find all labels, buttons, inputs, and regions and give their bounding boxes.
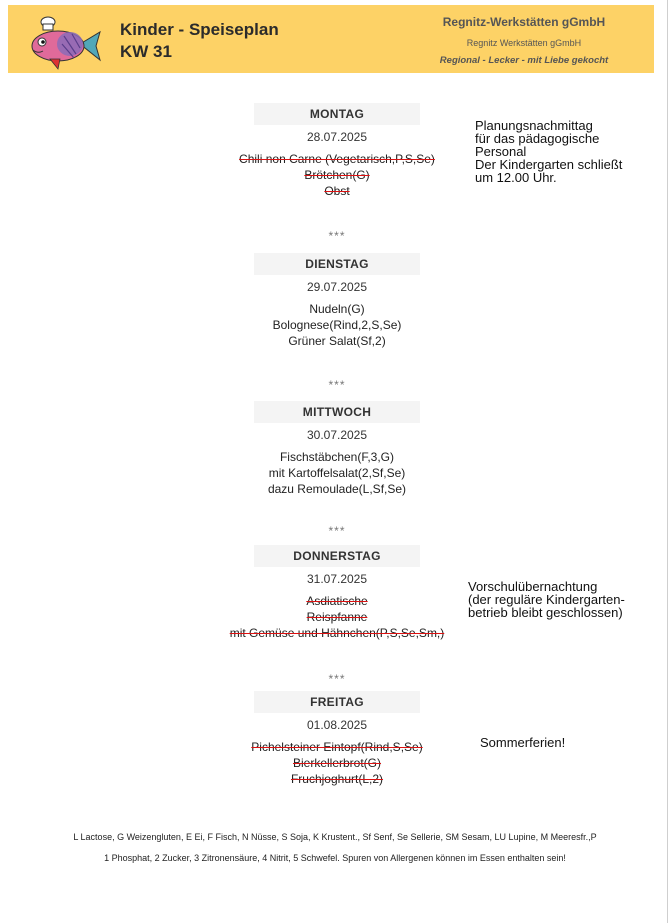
note-line: Sommerferien! bbox=[480, 735, 566, 750]
meal-list bbox=[212, 449, 462, 497]
note-line: (der reguläre Kindergarten- bbox=[468, 592, 625, 607]
meal-list bbox=[212, 593, 462, 641]
note-thursday bbox=[468, 580, 625, 619]
page-edge bbox=[667, 0, 668, 923]
note-line: Planungsnachmittag bbox=[475, 118, 593, 133]
meal-item: Grüner Salat(Sf,2) bbox=[288, 334, 386, 348]
note-monday bbox=[475, 119, 622, 184]
note-line: Der Kindergarten schließt bbox=[475, 157, 623, 172]
title-line-1: Kinder - Speiseplan bbox=[120, 20, 279, 39]
meal-item: Obst bbox=[324, 184, 350, 198]
meal-item: Brötchen(G) bbox=[304, 168, 370, 182]
day-friday bbox=[212, 691, 462, 787]
meal-item: Nudeln(G) bbox=[309, 302, 365, 316]
organization-block bbox=[424, 14, 624, 68]
meal-list bbox=[212, 301, 462, 349]
day-date: 30.07.2025 bbox=[306, 428, 368, 442]
day-name: MONTAG bbox=[254, 103, 420, 125]
meal-item: Bierkellerbrot(G) bbox=[292, 756, 382, 770]
day-separator: *** bbox=[328, 229, 346, 243]
allergen-legend: L Lactose, G Weizengluten, E Ei, F Fisch, N Nüsse, S Soja, K Krustent., Sf Senf, Se Sellerie, SM Sesam, LU Lupine, M Meeresfr.,P bbox=[73, 832, 597, 842]
day-wednesday bbox=[212, 401, 462, 497]
day-tuesday bbox=[212, 253, 462, 349]
org-subtitle: Regnitz Werkstätten gGmbH bbox=[466, 38, 582, 48]
day-date: 31.07.2025 bbox=[306, 572, 368, 586]
org-name: Regnitz-Werkstätten gGmbH bbox=[442, 15, 606, 29]
day-name: FREITAG bbox=[254, 691, 420, 713]
meal-item: Bolognese(Rind,2,S,Se) bbox=[272, 318, 402, 332]
additive-legend: 1 Phosphat, 2 Zucker, 3 Zitronensäure, 4 Nitrit, 5 Schwefel. Spuren von Allergenen können im Essen enthalten sein! bbox=[104, 853, 566, 863]
day-date: 29.07.2025 bbox=[306, 280, 368, 294]
note-friday bbox=[480, 736, 565, 749]
page-title bbox=[120, 19, 279, 63]
note-line: um 12.00 Uhr. bbox=[475, 170, 557, 185]
meal-list bbox=[212, 739, 462, 787]
day-separator: *** bbox=[328, 524, 346, 538]
meal-item: Asdiatische bbox=[306, 594, 368, 608]
meal-item: mit Gemüse und Hähnchen(P,S,Se,Sm,) bbox=[229, 626, 445, 640]
day-name: DIENSTAG bbox=[254, 253, 420, 275]
header-banner bbox=[8, 5, 654, 73]
chef-fish-icon bbox=[28, 14, 106, 72]
org-slogan: Regional - Lecker - mit Liebe gekocht bbox=[439, 55, 609, 66]
meal-item: Fruchjoghurt(L,2) bbox=[290, 772, 384, 786]
meal-item: Pichelsteiner Eintopf(Rind,S,Se) bbox=[251, 740, 423, 754]
note-line: betrieb bleibt geschlossen) bbox=[468, 605, 623, 620]
note-line: Personal bbox=[475, 144, 527, 159]
note-line: Vorschulübernachtung bbox=[468, 579, 598, 594]
day-thursday bbox=[212, 545, 462, 641]
meal-item: mit Kartoffelsalat(2,Sf,Se) bbox=[268, 466, 406, 480]
meal-item: Chili non Carne (Vegetarisch,P,S,Se) bbox=[239, 152, 435, 166]
note-line: für das pädagogische bbox=[475, 131, 600, 146]
day-monday bbox=[212, 103, 462, 199]
day-name: DONNERSTAG bbox=[254, 545, 420, 567]
meal-item: Fischstäbchen(F,3,G) bbox=[279, 450, 395, 464]
day-name: MITTWOCH bbox=[254, 401, 420, 423]
day-separator: *** bbox=[328, 672, 346, 686]
day-separator: *** bbox=[328, 378, 346, 392]
meal-item: dazu Remoulade(L,Sf,Se) bbox=[267, 482, 407, 496]
day-date: 28.07.2025 bbox=[306, 130, 368, 144]
day-date: 01.08.2025 bbox=[306, 718, 368, 732]
title-week: KW 31 bbox=[120, 42, 172, 61]
meal-item: Reispfanne bbox=[306, 610, 368, 624]
meal-list bbox=[212, 151, 462, 199]
